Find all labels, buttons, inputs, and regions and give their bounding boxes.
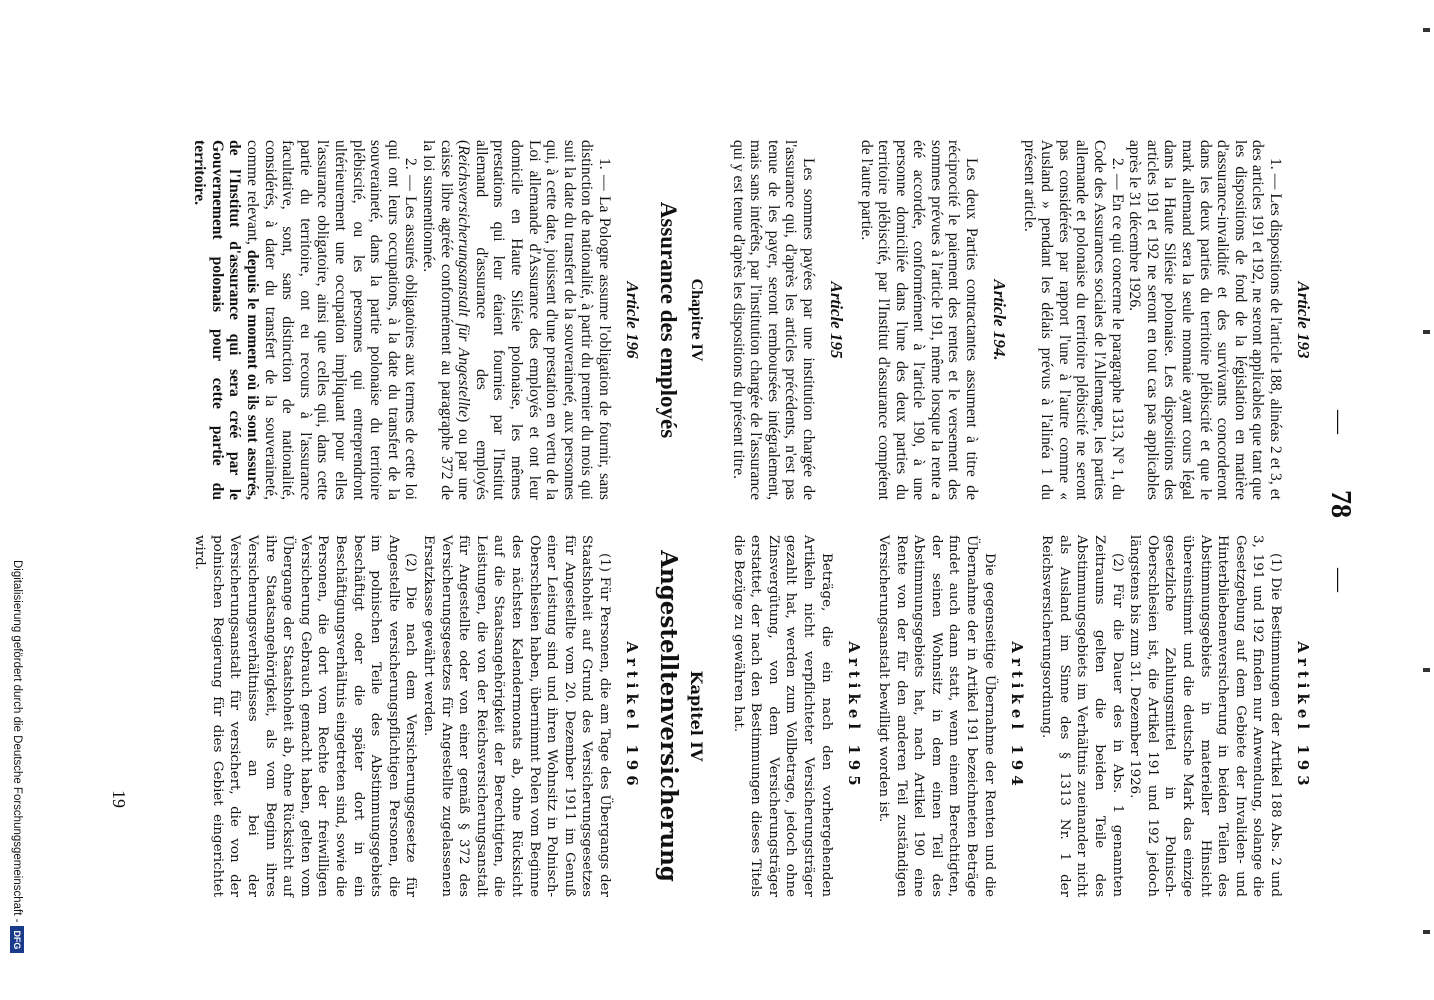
paragraph: 1. — Les dispositions de l'article 188, alinéas 2 et 3, et des articles 191 et 192, ne seront applicables que tant que les dispositions de fond de la législation en matière d'assurance-invalidité et des survivants concorderont dans les deux parties du territoire plébiscité et que le mark allemand sera la seule monnaie ayant cours légal dans la Haute Silésie polonaise. Les dispositions des articles 191 et 192 ne seront en tout cas pas applicables après le 31 décembre 1926.: [1126, 140, 1284, 500]
page-number: 78: [1325, 490, 1356, 518]
dfg-logo: DFG: [10, 926, 24, 953]
article-194-heading-fr: Article 194.: [990, 279, 1010, 361]
paragraph: (2) Für die Dauer des in Abs. 1 genannten Zeitraums gelten die beiden Teile des Abstimmungsgebiets im Verhältnis zueinander nicht als Ausland im Sinne des § 1313 Nr. 1 der Reichsversicherungsordnung.: [1039, 535, 1125, 897]
article-193-heading-fr: Article 193: [1294, 281, 1313, 359]
article-195-heading-fr: Article 195: [826, 281, 846, 359]
scan-edge-marks: [1412, 0, 1434, 1000]
scan-mark: [1423, 930, 1430, 934]
paragraph: Beträge, die ein nach den vorhergehenden Artikeln nicht verpflichteter Versicherungsträger gezahlt hat, werden zum Vollbetrage, jedoch ohne Zinsvergütung, von dem Versicherungsträger erstattet, der nach den Bestimmungen dieses Titels die Bezüge zu gewähren hat.: [730, 535, 834, 897]
text-run: 1. — La Pologne assume l'obligation de fournir, sans distinction de nationalité, à partir du premier du mois qui suit la date du transfert de la souveraineté, aux personnes qui, à cette date, jouissent d'une prestation en vertu de la Loi allemande d'Assurance des employés et ont leur domicile en Haute Silésie polonaise, les mêmes prestations qui leur étaient fournies par l'Institut allemand d'assurance des employés (: [455, 140, 613, 500]
scan-mark: [1423, 668, 1430, 672]
paragraph: (1) Für Personen, die am Tage des Übergangs der Staatshoheit auf Grund des Versicherungsgesetzes für Angestellte vom 20. Dezember 1911 im Genuß einer Leistung sind und ihren Wohnsitz in Polnisch-Oberschlesien haben, übernimmt Polen vom Beginne des nächsten Kalendermonats ab, ohne Rücksicht auf die Staatsangehörigkeit der Berechtigten, die Leistungen, die von der Reichsversicherungsanstalt für Angestellte oder von einer gemäß § 372 des Versicherungsgesetzes für Angestellte zugelassenen Ersatzkasse gewährt werden.: [421, 535, 612, 897]
scan-mark: [1423, 28, 1430, 32]
chapter-label-de: Kapitel IV: [686, 670, 706, 762]
header-dash-left: —: [1326, 410, 1352, 434]
french-column: [191, 140, 1434, 500]
paragraph: (2) Die nach dem Versicherungsgesetze für Angestellte versicherungspflichtigen Personen, die im polnischen Teile des Abstimmungsgebiets beschäftigt oder die später dort in ein Beschäftigungsverhältnis eingetreten sind, sowie die Personen, die dort vom Rechte der freiwilligen Versicherung Gebrauch gemacht haben, gelten vom Übergange der Staatshoheit ab, ohne Rücksicht auf ihre Staatsangehörigkeit, als vom Beginn ihres Versicherungsverhältnisses an bei der Versicherungsanstalt für versichert, die von der polnischen Regierung für dies Gebiet eingerichtet wird.: [192, 535, 419, 897]
chapter-label-fr: Chapitre IV: [687, 278, 705, 362]
article-194-heading-de: Artikel 194: [1007, 641, 1026, 791]
scan-mark: [1423, 330, 1430, 334]
paragraph: (1) Die Bestimmungen der Artikel 188 Abs. 2 und 3, 191 und 192 finden nur Anwendung, solange die Gesetzgebung auf dem Gebiete der Invaliden- und Hinterbliebenenversicherung in beiden Teilen des Abstimmungsgebiets in materieller Hinsicht übereinstimmt und die deutsche Mark das einzige gesetzliche Zahlungsmittel in Polnisch-Oberschlesien ist, die Artikel 191 und 192 jedoch längstens bis zum 31. Dezember 1926.: [1127, 535, 1283, 897]
text-run: 2. — Les assurés obligatoires aux termes de cette loi qui ont leurs occupations, à la date du transfert de la souveraineté, dans la partie polonaise du territoire plébiscité, ou les personnes qui entreprendront ultérieurement une occupation impliquant pour elles l'assurance obligatoire, ainsi que celles qui, dans cette partie du territoire, ont eu recours à l'assurance facultative, sont, sans distinction de nationalité, considérés, à dater du transfert de la souveraineté, comme relevant,: [244, 140, 420, 500]
article-193-heading-de: Artikel 193: [1294, 641, 1312, 791]
digitization-credit: [10, 560, 24, 953]
paragraph: Les deux Parties contractantes assument à titre de réciprocité le paiement des rentes et le versement des sommes prévues à l'article 191, même lorsque la rente a été accordée, conformément à l'article 190, à une personne domiciliée dans l'une des deux parties du territoire plébiscité, par l'Institut d'assurance compétent de l'autre partie.: [857, 140, 981, 500]
article-196-heading-fr: Article 196: [622, 281, 642, 359]
paragraph: [419, 140, 613, 500]
paragraph: [191, 140, 420, 500]
header-dash-right: —: [1326, 568, 1352, 592]
paragraph: Die gegenseitige Übernahme der Renten und die Übernahme der in Artikel 191 bezeichneten Beträge findet auch dann statt, wenn einem Berechtigten, der seinen Wohnsitz in dem einen Teil des Abstimmungsgebiets hat, nach Artikel 190 eine Rente von der für den anderen Teil zuständigen Versicherungsanstalt bewilligt worden ist.: [876, 535, 997, 897]
article-195-heading-de: Artikel 195: [844, 641, 863, 791]
text-run: ) ou par une caisse libre agréée conformément au paragraphe 372 de la loi susmentionnée.: [420, 140, 473, 500]
folio-number: 19: [109, 790, 129, 808]
paragraph: 2. — En ce qui concerne le paragraphe 1313, N° 1, du Code des Assurances sociales de l'Allemagne, les parties allemande et polonaise du territoire plébiscité ne seront pas considérées par rapport l'une à l'autre comme « Ausland » pendant les délais prévus à l'alinéa 1 du présent article.: [1020, 140, 1126, 500]
paragraph: Les sommes payées par une institution chargée de l'assurance qui, d'après les articles précédents, n'est pas tenue de les payer, seront remboursées intégralement, mais sans intérêts, par l'institution chargée de l'assurance qui y est tenue d'après les dispositions du présent titre.: [729, 140, 817, 500]
chapter-title-de: Angestelltenversicherung: [654, 550, 682, 882]
german-column: [191, 535, 1434, 897]
article-196-heading-de: Artikel 196: [622, 641, 641, 791]
credit-text: Digitalisierung gefördert durch die Deutsche Forschungsgemeinschaft -: [11, 560, 23, 923]
chapter-title-fr: Assurance des employés: [655, 201, 681, 439]
bold-text-run: depuis le moment où ils sont assurés, de l'Institut d'assurance qui sera créé par le Gouvernement polonais pour cette partie du territoire.: [191, 140, 262, 500]
italic-term: Reichsversicherungsanstalt für Angestellte: [455, 145, 473, 418]
